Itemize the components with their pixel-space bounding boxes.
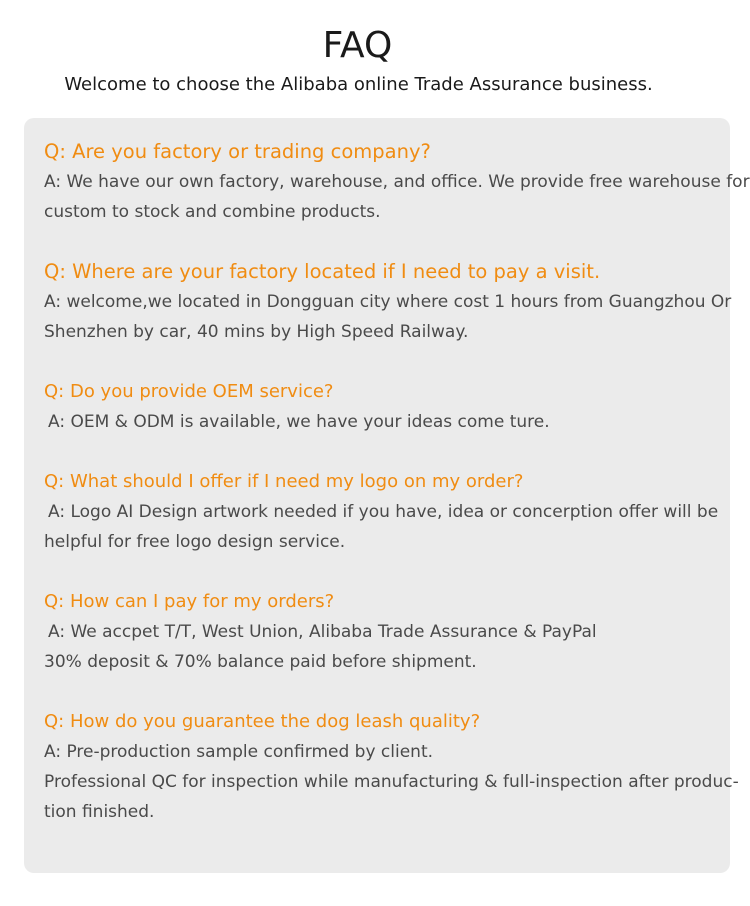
faq-answer-line: Professional QC for inspection while manufacturing & full-inspection after produc- (44, 772, 739, 792)
faq-item (44, 587, 734, 677)
page-title: FAQ (322, 25, 393, 66)
faq-answer-line: A: We accpet T/T, West Union, Alibaba Trade Assurance & PayPal (48, 622, 597, 642)
faq-answer-line: A: Logo AI Design artwork needed if you have, idea or concerption offer will be (48, 502, 719, 522)
faq-item (44, 467, 734, 557)
faq-answer-line: A: welcome,we located in Dongguan city where cost 1 hours from Guangzhou Or (44, 292, 732, 312)
faq-answer-line: A: OEM & ODM is available, we have your ideas come ture. (48, 412, 550, 432)
faq-question: Q: Where are your factory located if I need to pay a visit. (44, 260, 601, 283)
faq-answer-line: A: We have our own factory, warehouse, and office. We provide free warehouse for (44, 172, 750, 192)
faq-item (44, 257, 734, 347)
faq-answer-line: helpful for free logo design service. (44, 532, 346, 552)
faq-answer-line: 30% deposit & 70% balance paid before shipment. (44, 652, 477, 672)
faq-answer-line: Shenzhen by car, 40 mins by High Speed Railway. (44, 322, 469, 342)
page-subtitle: Welcome to choose the Alibaba online Trade Assurance business. (64, 74, 653, 95)
faq-question: Q: What should I offer if I need my logo on my order? (44, 471, 524, 492)
faq-answer-line: A: Pre-production sample confirmed by client. (44, 742, 434, 762)
faq-answer-line: custom to stock and combine products. (44, 202, 381, 222)
faq-question: Q: How do you guarantee the dog leash quality? (44, 711, 481, 732)
faq-answer-line: tion finished. (44, 802, 155, 822)
faq-item (44, 707, 739, 827)
faq-question: Q: Do you provide OEM service? (44, 381, 334, 402)
faq-question: Q: How can I pay for my orders? (44, 591, 335, 612)
faq-item (44, 137, 750, 227)
faq-item (44, 377, 734, 437)
faq-question: Q: Are you factory or trading company? (44, 140, 431, 163)
